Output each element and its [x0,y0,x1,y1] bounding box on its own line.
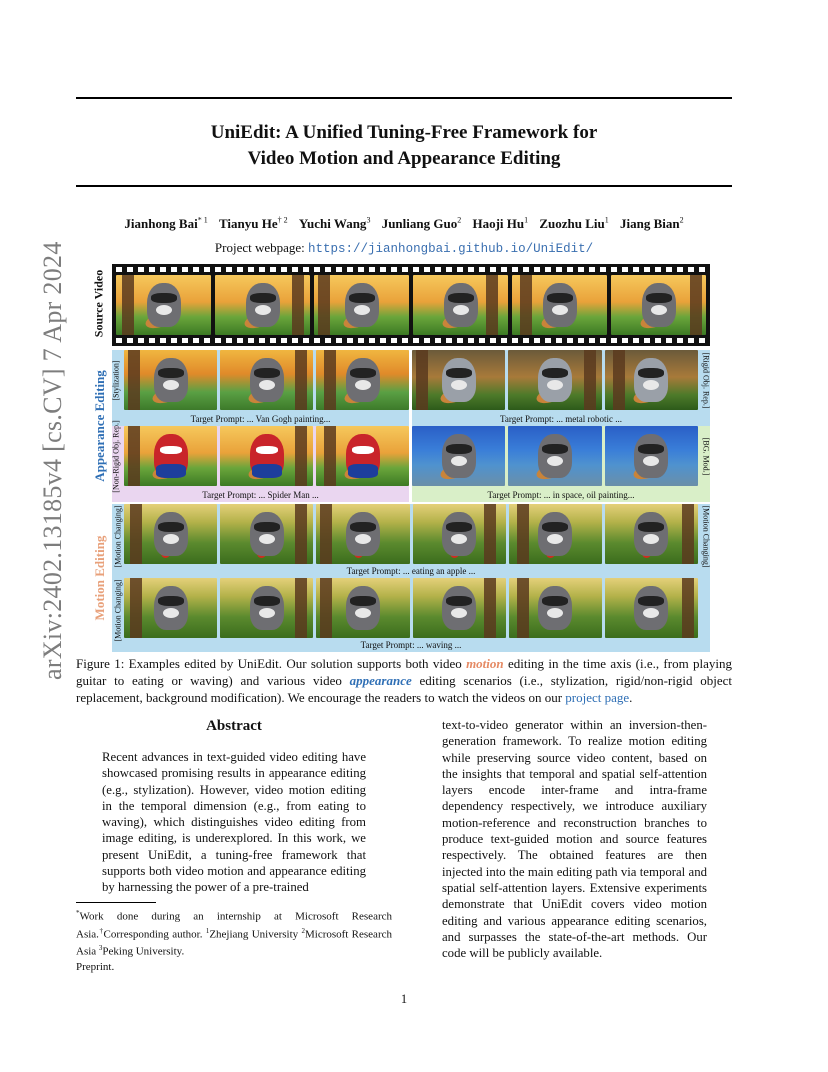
appearance-editing-label-box [88,350,112,502]
figure-caption: Figure 1: Examples edited by UniEdit. Our solution supports both video motion editing in the time axis (i.e., from playing guitar to eating or waving) and various video appearance editing scenarios (i.e., stylization, rigid/non-rigid object replacement, background modification). We encourage the readers to watch the videos on our project page. [76,656,732,705]
abstract-column-2: text-to-video generator within an inversion-then-generation framework. To realize motion editing while preserving source video content, based on the insights that temporal and spatial self-attention layers encode inter-frame and intra-frame dependency respectively, we introduce auxiliary motion-reference and reconstruction branches to produce text-guided motion and source features respectively. The obtained features are then injected into the main editing path via temporal and spatial self-attention layers. Extensive experiments demonstrate that UniEdit covers video motion editing and various appearance editing scenarios, and surpasses the state-of-the-art methods. Our code will be publicly available. [442,718,707,961]
motion-waving-frame [605,578,698,638]
stylized-frame [316,350,409,410]
motion-apple-frame [509,504,602,564]
paper-title [76,120,732,172]
source-video-label: Source Video [91,269,106,338]
motion-editing-label: Motion Editing [92,535,107,621]
source-frame [215,275,310,335]
source-frame [413,275,508,335]
tag-bg: [BG. Mod.] [701,437,711,476]
tag-rigid: [Rigid Obj. Rep.] [701,352,711,409]
source-frame [116,275,211,335]
webpage-label: Project webpage: [214,240,305,255]
motion-waving-frame [509,578,602,638]
footnote: *Work done during an internship at Microsoft Research Asia.†Corresponding author. $^1$Zhejiang University $^2$Microsoft Research Asia $^3$Peking University. [76,909,392,958]
motion-waving-frame [316,578,409,638]
prompt-vangogh: Target Prompt: ... Van Gogh painting... [190,414,331,424]
footnote-rule [76,902,156,903]
author: Tianyu He$^{\dagger 2}$ [218,216,288,232]
space-frame [508,426,601,486]
author: Haoji Hu$^1$ [472,216,529,232]
tag-motion-left-1: [Motion Changing] [113,505,123,568]
abstract-heading: Abstract [206,718,262,734]
prompt-waving: Target Prompt: ... waving ... [360,640,462,650]
appearance-editing-label: Appearance Editing [92,370,107,482]
prompt-apple: Target Prompt: ... eating an apple ... [346,566,476,576]
panel-background-mod [412,426,710,502]
source-frame [611,275,706,335]
motion-apple-frame [413,504,506,564]
stylized-frame [220,350,313,410]
abstract-column-1: Recent advances in text-guided video editing have showcased promising results in appearance editing (e.g., stylization). However, video motion editing in the temporal dimension (e.g., from eating to waving), which distinguishes video editing from image editing, is underexplored. In this work, we present UniEdit, a tuning-free framework that supports both video motion and appearance editing by harnessing the power of a pre-trained [102,750,366,895]
title-line-2: Video Motion and Appearance Editing [247,148,561,169]
title-rule-bottom [76,185,732,187]
metal-frame [412,350,505,410]
panel-nonrigid-object [111,420,409,502]
author: Jiang Bian$^2$ [620,216,684,232]
tag-nonrigid: [Non-Rigid Obj. Rep.] [111,420,121,493]
arxiv-side-stamp [22,0,67,1072]
motion-editing-label-box [88,504,112,652]
stylized-frame [124,350,217,410]
prompt-space: Target Prompt: ... in space, oil painting... [487,490,635,500]
motion-waving-frame [220,578,313,638]
space-frame [412,426,505,486]
arxiv-id: arXiv:2402.13185v4 [cs.CV] 7 Apr 2024 [38,241,67,680]
spiderman-frame [124,426,217,486]
motion-waving-frame [413,578,506,638]
project-webpage [76,240,732,256]
preprint-note: Preprint. [76,961,115,973]
caption-appearance-word: appearance [349,673,412,688]
author: Yuchi Wang$^3$ [298,216,371,232]
motion-apple-frame [316,504,409,564]
page-number: 1 [400,992,408,1006]
spiderman-frame [316,426,409,486]
panel-motion-apple [112,504,710,578]
author: Zuozhu Liu$^1$ [539,216,609,232]
title-rule-top [76,97,732,99]
tag-stylization: [Stylization] [111,360,121,401]
motion-apple-frame [605,504,698,564]
webpage-link[interactable]: https://jianhongbai.github.io/UniEdit/ [308,242,594,256]
metal-frame [508,350,601,410]
tag-motion-left-2: [Motion Changing] [113,579,123,642]
panel-stylization [112,350,409,426]
author: Junliang Guo$^2$ [381,216,462,232]
source-video-label-box [84,262,114,348]
author: Jianhong Bai$^{* 1}$ [124,216,208,232]
project-page-link[interactable]: project page [565,690,630,705]
source-frame [512,275,607,335]
prompt-metal: Target Prompt: ... metal robotic ... [500,414,622,424]
motion-apple-frame [220,504,313,564]
spiderman-frame [220,426,313,486]
space-frame [605,426,698,486]
title-line-1: UniEdit: A Unified Tuning-Free Framework for [210,122,598,143]
source-frame [314,275,409,335]
metal-frame [605,350,698,410]
author-list [76,216,732,232]
motion-apple-frame [124,504,217,564]
prompt-spiderman: Target Prompt: ... Spider Man ... [202,490,319,500]
film-holes-top [116,267,706,272]
source-video-filmstrip [112,264,710,346]
caption-motion-word: motion [466,656,504,671]
motion-waving-frame [124,578,217,638]
film-holes-bottom [116,338,706,343]
tag-motion-right: [Motion Changing] [701,505,711,568]
panel-motion-waving [112,578,710,652]
panel-rigid-object [412,350,710,426]
